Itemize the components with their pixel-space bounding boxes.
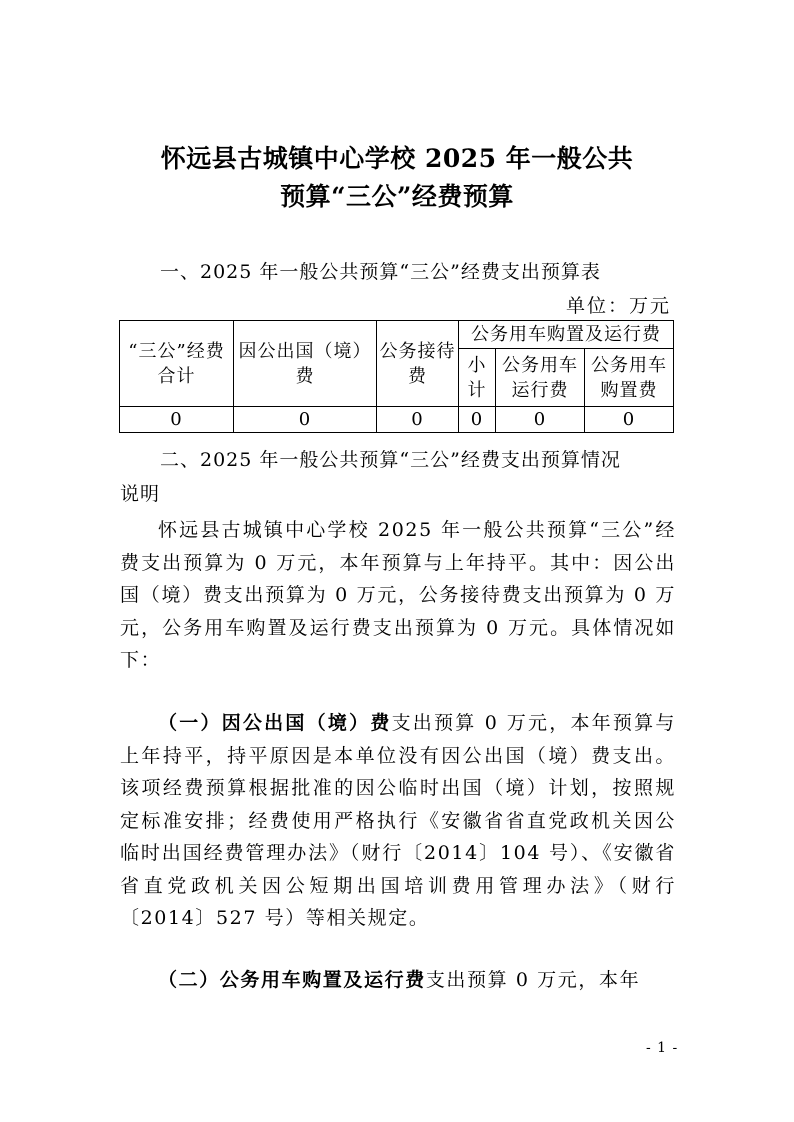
paragraph-vehicle [120, 964, 676, 997]
header-vehicle-group: 公务用车购置及运行费 [459, 321, 674, 349]
header-vehicle-buy: 公务用车购置费 [585, 349, 674, 407]
section2-heading: 二、2025 年一般公共预算“三公”经费支出预算情况 [160, 449, 621, 471]
header-total: “三公”经费合计 [120, 321, 234, 407]
value-vehicle-buy: 0 [585, 407, 674, 433]
value-reception: 0 [377, 407, 459, 433]
section2-heading-cont: 说明 [120, 483, 161, 505]
document-title-line2: 预算“三公”经费预算 [280, 182, 514, 211]
paragraph-abroad [120, 707, 676, 935]
value-total: 0 [120, 407, 234, 433]
paragraph-vehicle-text: 支出预算 0 万元，本年 [425, 969, 641, 991]
budget-table [119, 320, 674, 433]
value-subtotal: 0 [459, 407, 496, 433]
table-row [120, 407, 674, 433]
paragraph-summary: 怀远县古城镇中心学校 2025 年一般公共预算“三公”经费支出预算为 0 万元，本年预算与上年持平。其中：因公出国（境）费支出预算为 0 万元，公务接待费支出预算为 0 万元，公务用车购置及运行费支出预算为 0 万元。具体情况如下： [120, 519, 676, 671]
header-subtotal: 小计 [459, 349, 496, 407]
paragraph-abroad-heading: （一）因公出国（境）费 [158, 712, 392, 734]
header-vehicle-run: 公务用车运行费 [496, 349, 585, 407]
paragraph-abroad-text: 支出预算 0 万元，本年预算与上年持平，持平原因是本单位没有因公出国（境）费支出。该项经费预算根据批准的因公临时出国（境）计划，按照规定标准安排；经费使用严格执行《安徽省省直党政机关因公临时出国经费管理办法》（财行〔2014〕104 号）、《安徽省省直党政机关因公短期出国培训费用管理办法》（财行〔2014〕527 号）等相关规定。 [120, 712, 676, 929]
value-abroad: 0 [234, 407, 377, 433]
header-reception: 公务接待费 [377, 321, 459, 407]
value-vehicle-run: 0 [496, 407, 585, 433]
section1-heading: 一、2025 年一般公共预算“三公”经费支出预算表 [160, 261, 601, 283]
document-title-line1: 怀远县古城镇中心学校 2025 年一般公共 [160, 144, 634, 173]
header-abroad: 因公出国（境）费 [234, 321, 377, 407]
paragraph-vehicle-heading: （二）公务用车购置及运行费 [158, 969, 426, 991]
page-number: - 1 - [646, 1040, 679, 1056]
unit-label: 单位：万元 [566, 295, 672, 317]
table-header-row1 [120, 321, 674, 349]
